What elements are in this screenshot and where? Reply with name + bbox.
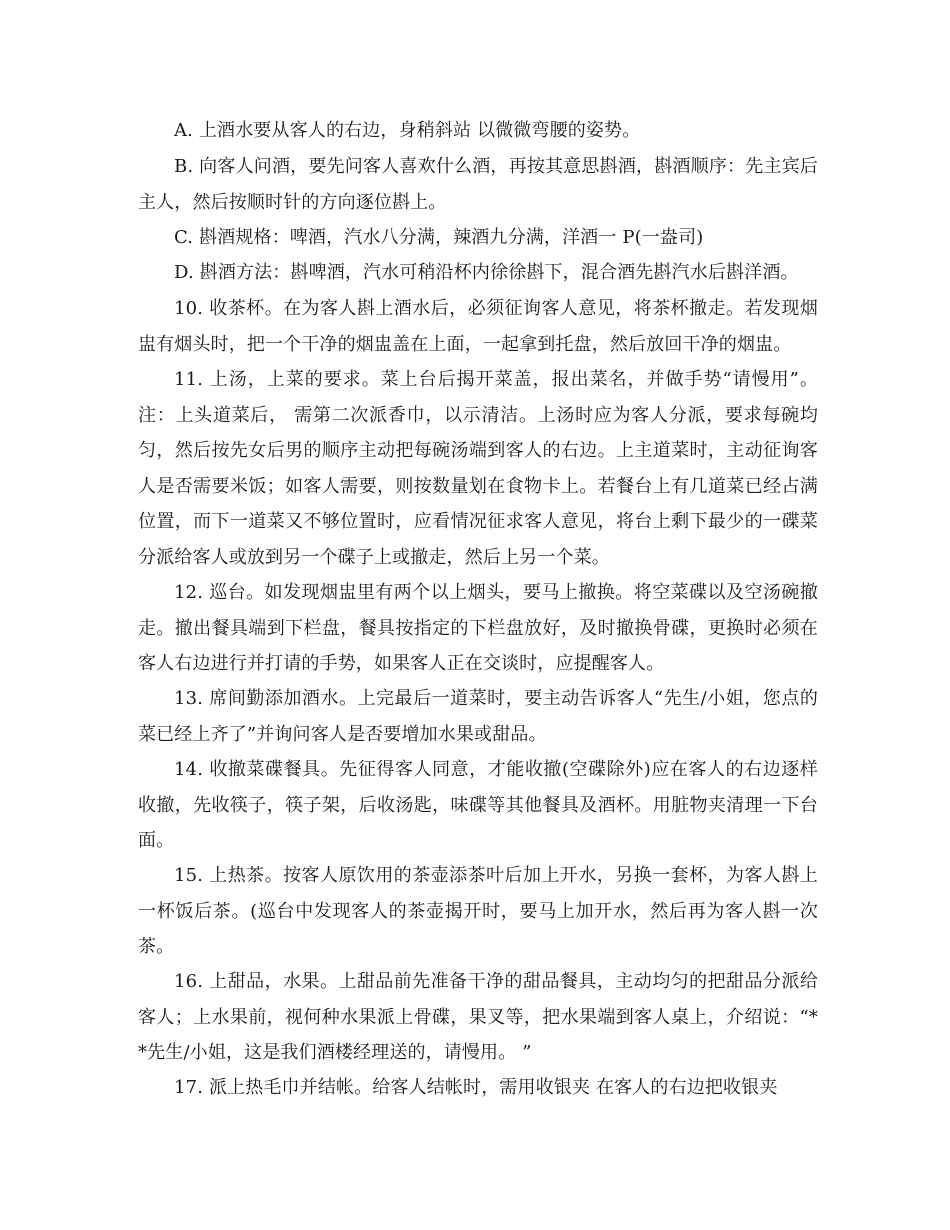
paragraph-dessert-fruit: 16. 上甜品，水果。上甜品前先准备干净的甜品餐具，主动均匀的把甜品分派给客人；上水果前，视何种水果派上骨碟，果叉等，把水果端到客人桌上，介绍说：“**先生/小姐，这是我们酒楼经理送的，请慢用。 ” [138,971,818,1063]
paragraph-collect-teacups: 10. 收茶杯。在为客人斟上酒水后，必须征询客人意见，将茶杯撤走。若发现烟盅有烟头时，把一个干净的烟盅盖在上面，一起拿到托盘，然后放回干净的烟盅。 [138,298,818,355]
paragraph-pour-standard: C. 斟酒规格：啤酒，汽水八分满，辣酒九分满，洋酒一 P(一盎司) [174,227,704,248]
paragraph-wine-order: B. 向客人问酒，要先问客人喜欢什么酒，再按其意思斟酒，斟酒顺序：先主宾后主人，然后按顺时针的方向逐位斟上。 [138,156,818,213]
paragraph-soup-dishes: 11. 上汤，上菜的要求。菜上台后揭开菜盖，报出菜名，并做手势“请慢用”。注：上头道菜后， 需第二次派香巾，以示清洁。上汤时应为客人分派，要求每碗均匀，然后按先女后男的顺序主动把每碗汤端到客人的右边。上主道菜时，主动征询客人是否需要米饭；如客人需要，则按数量划在食物卡上。若餐台上有几道菜已经占满位置，而下一道菜又不够位置时，应看情况征求客人意见，将台上剩下最少的一碟菜分派给客人或放到另一个碟子上或撤走，然后上另一个菜。 [138,369,818,568]
paragraph-pour-method: D. 斟酒方法：斟啤酒，汽水可稍沿杯内徐徐斟下，混合酒先斟汽水后斟洋酒。 [174,262,799,283]
paragraph-clear-dishes: 14. 收撤菜碟餐具。先征得客人同意，才能收撤(空碟除外)应在客人的右边逐样收撤，先收筷子，筷子架，后收汤匙，味碟等其他餐具及酒杯。用脏物夹清理一下台面。 [138,759,818,851]
paragraph-refill-drinks: 13. 席间勤添加酒水。上完最后一道菜时，要主动告诉客人“先生/小姐，您点的菜已经上齐了”并询问客人是否要增加水果或甜品。 [138,688,818,745]
paragraph-hot-tea: 15. 上热茶。按客人原饮用的茶壶添茶叶后加上开水，另换一套杯，为客人斟上一杯饭后茶。(巡台中发现客人的茶壶揭开时，要马上加开水，然后再为客人斟一次茶。 [138,865,818,957]
paragraph-table-check: 12. 巡台。如发现烟盅里有两个以上烟头，要马上撤换。将空菜碟以及空汤碗撤走。撤出餐具端到下栏盘，餐具按指定的下栏盘放好，及时撤换骨碟，更换时必须在客人右边进行并打请的手势，如果客人正在交谈时，应提醒客人。 [138,582,818,674]
paragraph-hot-towel-bill: 17. 派上热毛巾并结帐。给客人结帐时，需用收银夹 在客人的右边把收银夹 [174,1077,778,1098]
paragraph-wine-serving-position: A. 上酒水要从客人的右边，身稍斜站 以微微弯腰的姿势。 [174,120,641,141]
